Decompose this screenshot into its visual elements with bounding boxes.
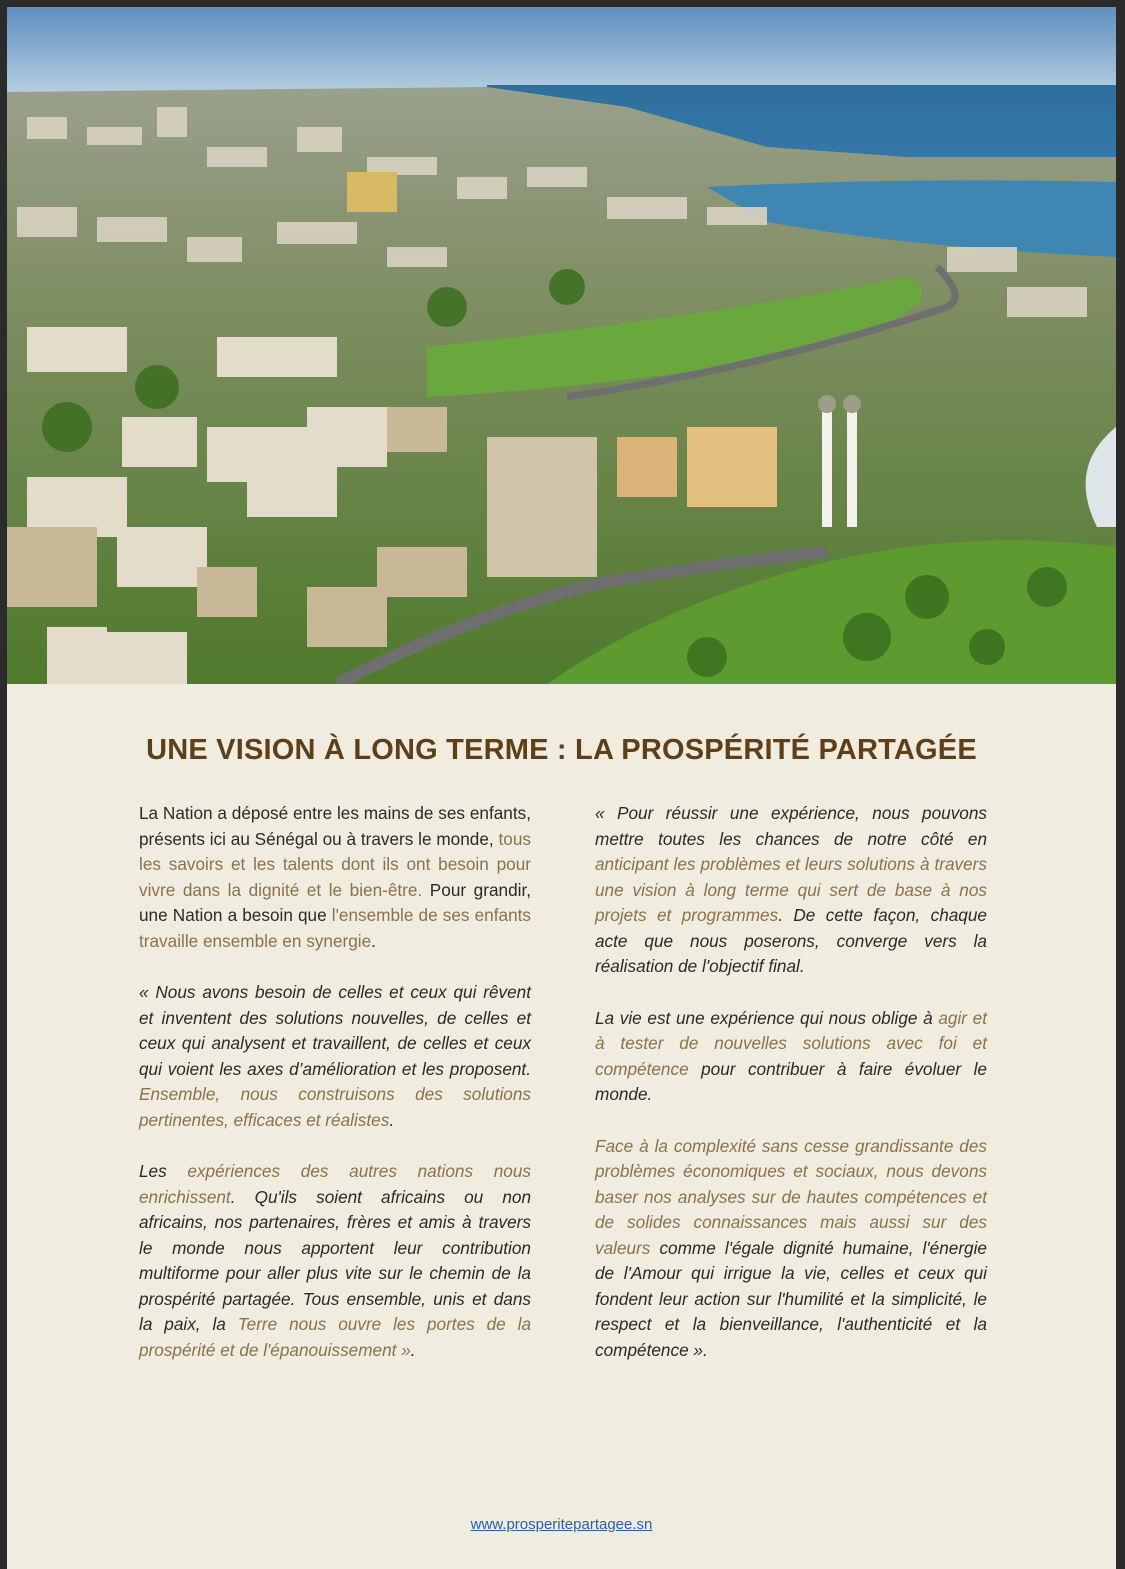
highlight-text: agir et à tester de nouvelles solutions avec foi et compétence <box>595 1007 987 1079</box>
highlight-text: Terre nous ouvre les portes de la prospérité et de l'épanouissement » <box>139 1314 532 1360</box>
text-run: . <box>389 1109 395 1130</box>
highlight-text: tous les savoirs et les talents dont ils ont besoin pour vivre dans la dignité et le bien-être. <box>139 828 531 900</box>
text-run: . <box>371 930 376 951</box>
text-run: pour contribuer à faire évoluer le monde. <box>595 1058 987 1104</box>
window-frame-right <box>1116 0 1125 1569</box>
highlight-text: Face à la complexité sans cesse grandissante des problèmes économiques et sociaux, nous devons baser nos analyses sur de hautes compétences et de solides connaissances mais aussi sur des valeurs <box>595 1135 987 1258</box>
text-run: Pour grandir, une Nation a besoin que <box>139 879 531 925</box>
window-frame-top <box>0 0 1125 7</box>
paragraph <box>139 801 531 954</box>
page-title: UNE VISION À LONG TERME : LA PROSPÉRITÉ PARTAGÉE <box>146 734 977 766</box>
highlight-text: l'ensemble de ses enfants travaille ensemble en synergie <box>139 905 531 951</box>
paragraph <box>139 980 531 1133</box>
text-run: . De cette façon, chaque acte que nous poserons, converge vers la réalisation de l'objectif final. <box>595 905 987 976</box>
text-run: « Pour réussir une expérience, nous pouvons mettre toutes les chances de notre côté en <box>595 803 987 849</box>
text-run: La Nation a déposé entre les mains de ses enfants, présents ici au Sénégal ou à travers le monde, <box>139 803 531 849</box>
footer <box>7 1516 1116 1533</box>
document-page <box>7 684 1116 1569</box>
highlight-text: anticipant les problèmes et leurs solutions à travers une vision à long terme qui sert de base à nos projets et programmes <box>595 854 987 925</box>
text-run: Les <box>139 1161 188 1181</box>
window-frame-left <box>0 0 7 1569</box>
text-run: . Qu'ils soient africains ou non africains, nos partenaires, frères et amis à travers le monde nous apportent leur contribution multiforme pour aller plus vite sur le chemin de la prospérité partagée. Tous ensemble, unis et dans la paix, la <box>139 1186 531 1334</box>
left-column <box>139 801 531 1389</box>
hero-photo <box>7 7 1116 684</box>
paragraph <box>595 1134 987 1364</box>
website-link[interactable]: www.prosperitepartagee.sn <box>470 1516 653 1533</box>
paragraph <box>595 1006 987 1108</box>
right-column <box>595 801 987 1389</box>
text-run: « Nous avons besoin de celles et ceux qui rêvent et inventent des solutions nouvelles, de celles et ceux qui analysent et travaillent, de celles et ceux qui voient les axes d’amélioration et les proposent. <box>139 982 531 1079</box>
text-run: La vie est une expérience qui nous oblige à <box>595 1007 939 1028</box>
paragraph <box>595 801 987 980</box>
highlight-text: Ensemble, nous construisons des solutions pertinentes, efficaces et réalistes <box>139 1084 531 1130</box>
text-run: comme l'égale dignité humaine, l'énergie de l'Amour qui irrigue la vie, celles et ceux qui fondent leur action sur l'humilité et la simplicité, le respect et la bienveillance, l'authenticité et la compétence ». <box>595 1237 987 1360</box>
text-run: . <box>410 1339 416 1360</box>
highlight-text: expériences des autres nations nous enrichissent <box>139 1161 531 1207</box>
paragraph <box>139 1159 531 1363</box>
